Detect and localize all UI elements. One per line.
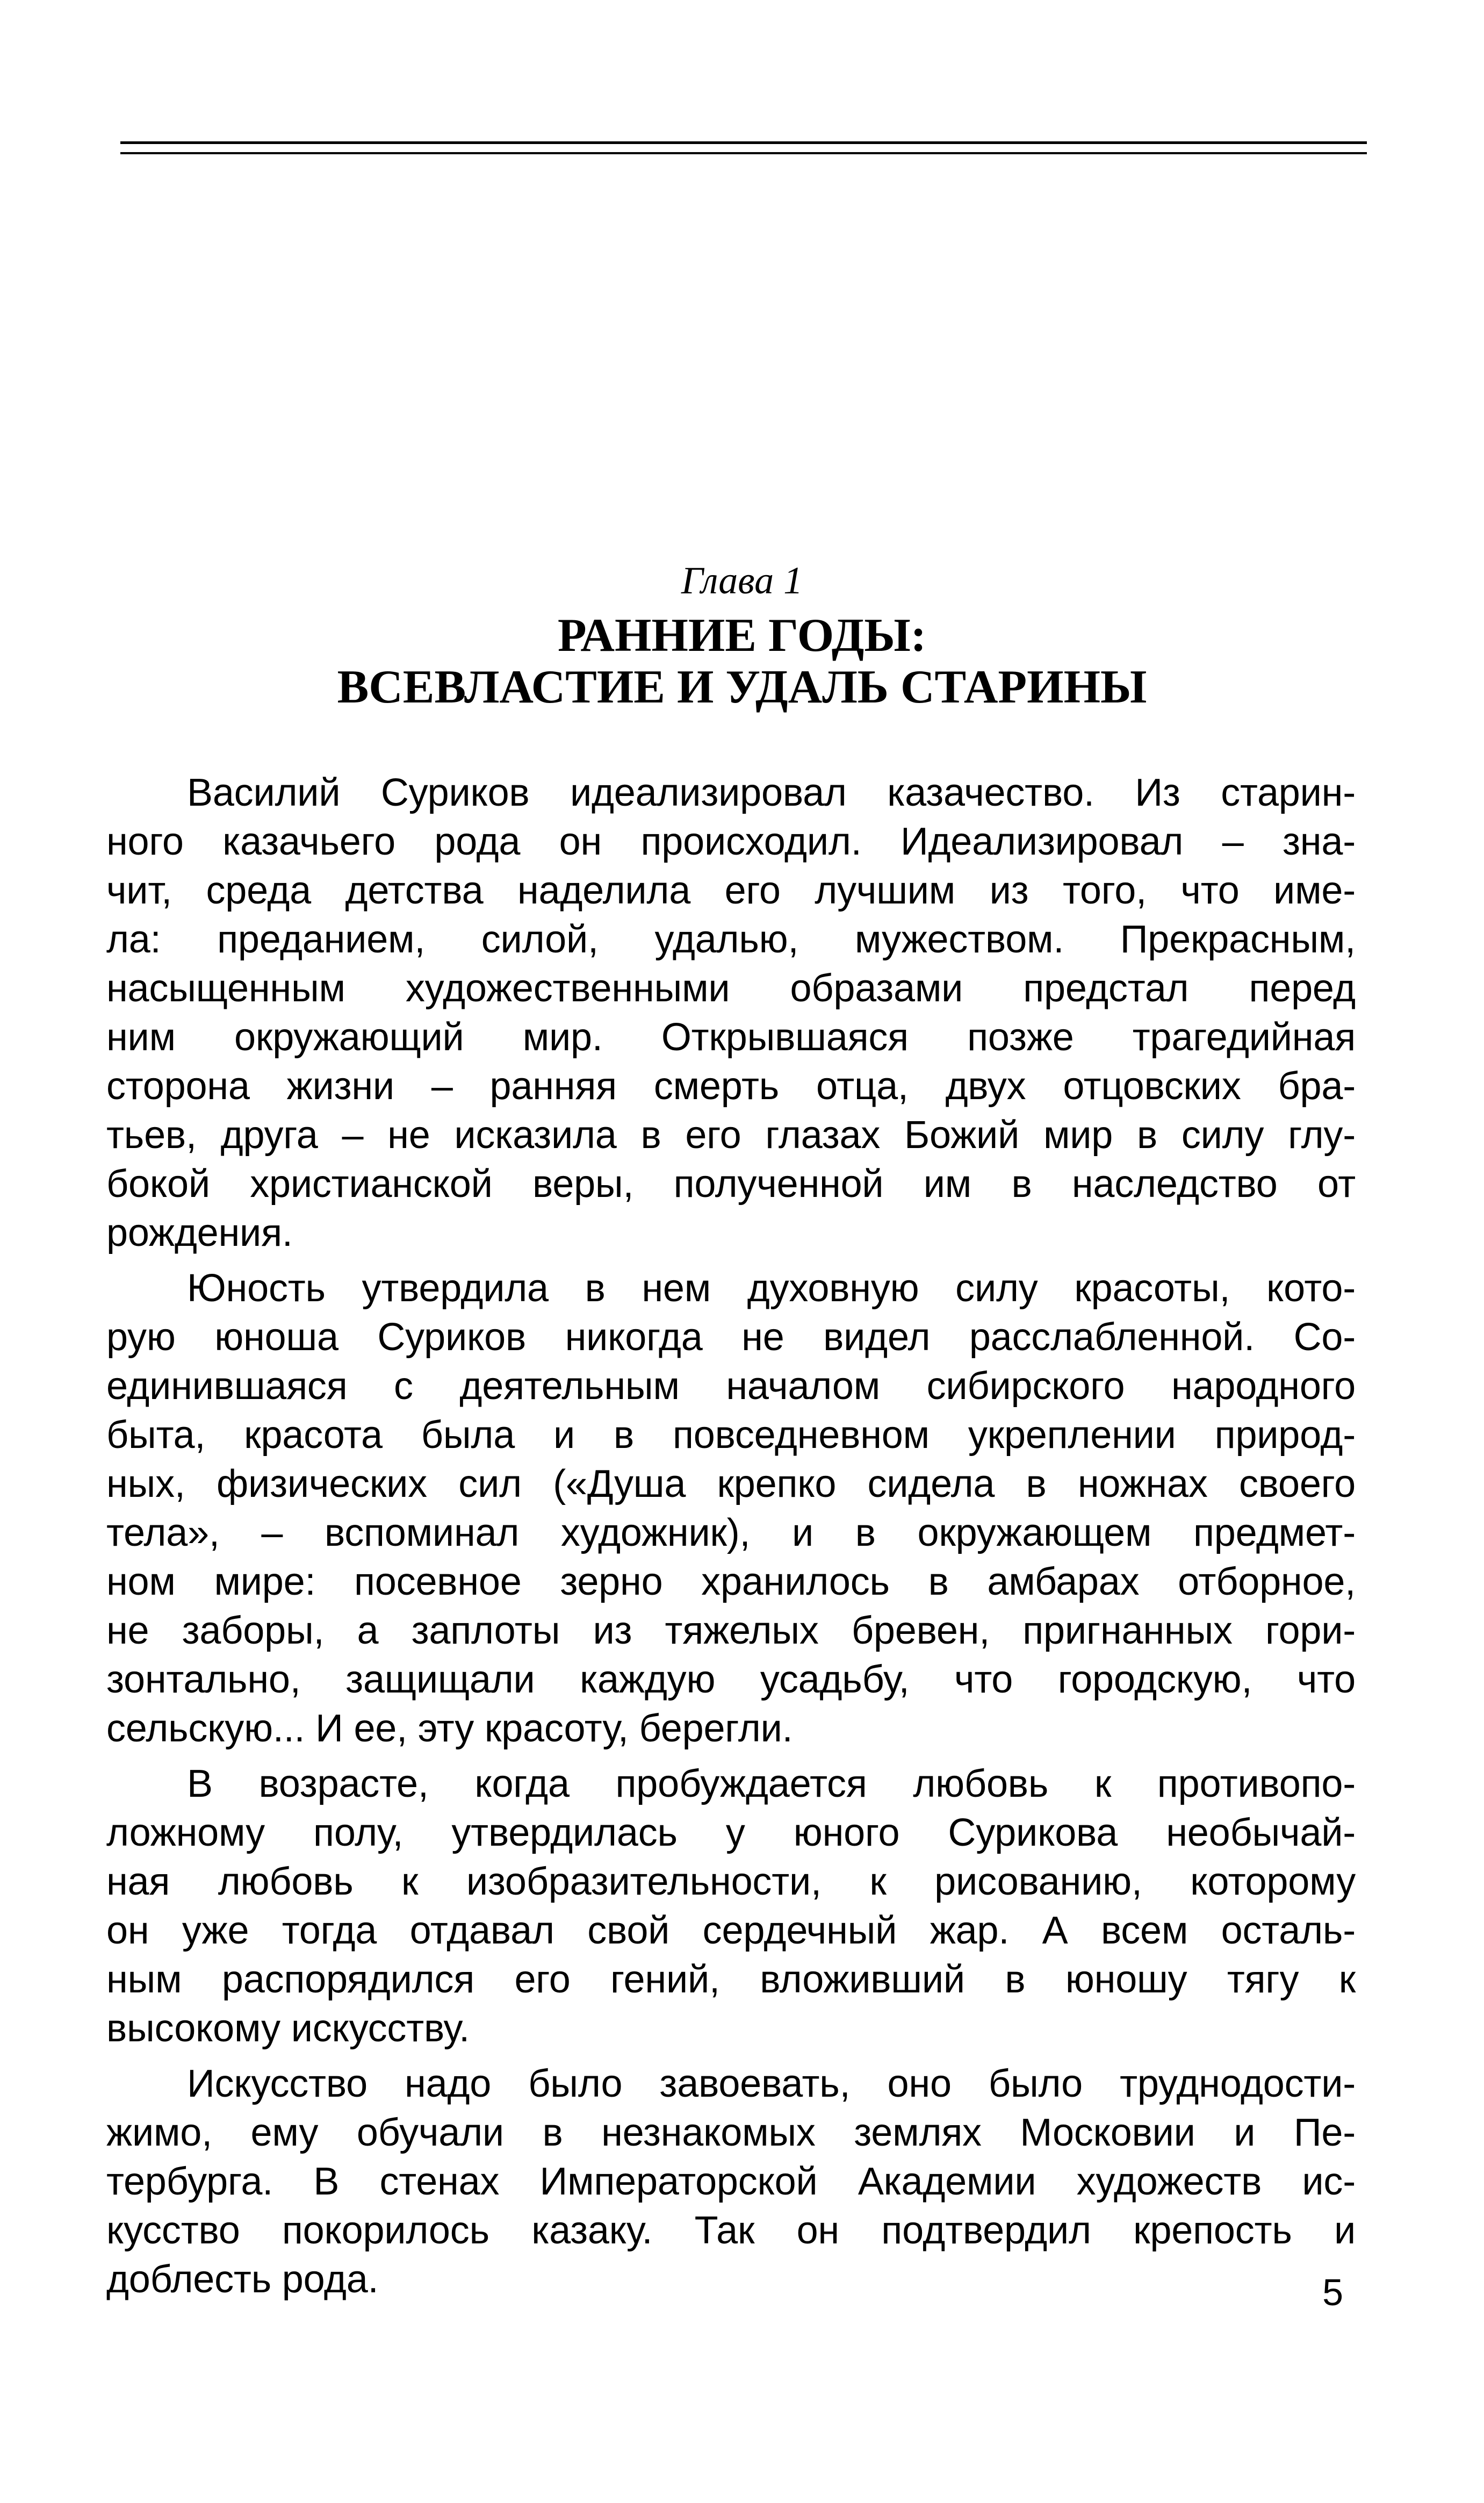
text-line: сторона жизни – ранняя смерть отца, двух отцовских бра- [106, 1065, 1356, 1108]
body-text [106, 769, 1356, 2311]
text-line: ная любовь к изобразительности, к рисованию, которому [106, 1860, 1356, 1903]
text-line: тербурга. В стенах Императорской Академии художеств ис- [106, 2160, 1356, 2203]
paragraph [106, 1760, 1356, 2053]
header-rule-bottom [120, 152, 1367, 154]
text-line: не заборы, а заплоты из тяжелых бревен, пригнанных гори- [106, 1609, 1356, 1652]
text-line: рождения. [106, 1211, 293, 1254]
paragraph [106, 1264, 1356, 1753]
text-line: единившаяся с деятельным началом сибирского народного [106, 1365, 1356, 1408]
text-line: он уже тогда отдавал свой сердечный жар. А всем осталь- [106, 1909, 1356, 1952]
text-line: Юность утвердила в нем духовную силу красоты, кото- [187, 1267, 1356, 1310]
text-line: доблесть рода. [106, 2258, 379, 2301]
text-line: Василий Суриков идеализировал казачество. Из старин- [187, 771, 1356, 814]
text-line: чит, среда детства наделила его лучшим из того, что име- [106, 869, 1356, 912]
chapter-label: Глава 1 [681, 559, 803, 602]
paragraph [106, 769, 1356, 1258]
header-rule-top [120, 141, 1367, 144]
text-line: тьев, друга – не исказила в его глазах Божий мир в силу глу- [106, 1114, 1356, 1157]
text-line: Искусство надо было завоевать, оно было труднодости- [187, 2062, 1356, 2105]
text-line: рую юноша Суриков никогда не видел расслабленной. Со- [106, 1316, 1356, 1359]
text-line: жимо, ему обучали в незнакомых землях Московии и Пе- [106, 2111, 1356, 2154]
text-line: тела», – вспоминал художник), и в окружающем предмет- [106, 1511, 1356, 1554]
chapter-title-line: РАННИЕ ГОДЫ: [557, 609, 927, 662]
text-line: ложному полу, утвердилась у юного Сурикова необычай- [106, 1811, 1356, 1854]
text-line: ных, физических сил («Душа крепко сидела в ножнах своего [106, 1462, 1356, 1505]
text-line: ном мире: посевное зерно хранилось в амбарах отборное, [106, 1560, 1356, 1603]
text-line: ним окружающий мир. Открывшаяся позже трагедийная [106, 1016, 1356, 1059]
text-line: ным распорядился его гений, вложивший в юношу тягу к [106, 1958, 1356, 2001]
text-line: бокой христианской веры, полученной им в наследство от [106, 1163, 1356, 1206]
text-line: насыщенным художественными образами предстал перед [106, 967, 1356, 1010]
text-line: В возрасте, когда пробуждается любовь к противопо- [187, 1762, 1356, 1805]
paragraph [106, 2060, 1356, 2304]
text-line: высокому искусству. [106, 2007, 470, 2050]
text-line: ного казачьего рода он происходил. Идеализировал – зна- [106, 820, 1356, 863]
page-number: 5 [1322, 2271, 1343, 2313]
text-line: ла: преданием, силой, удалью, мужеством. Прекрасным, [106, 918, 1356, 961]
text-line: сельскую... И ее, эту красоту, берегли. [106, 1707, 793, 1750]
text-line: зонтально, защищали каждую усадьбу, что городскую, что [106, 1658, 1356, 1701]
text-line: кусство покорилось казаку. Так он подтвердил крепость и [106, 2209, 1356, 2252]
chapter-title-line: ВСЕВЛАСТИЕ И УДАЛЬ СТАРИНЫ [337, 661, 1147, 713]
chapter-title [0, 610, 1484, 713]
text-line: быта, красота была и в повседневном укреплении природ- [106, 1414, 1356, 1457]
